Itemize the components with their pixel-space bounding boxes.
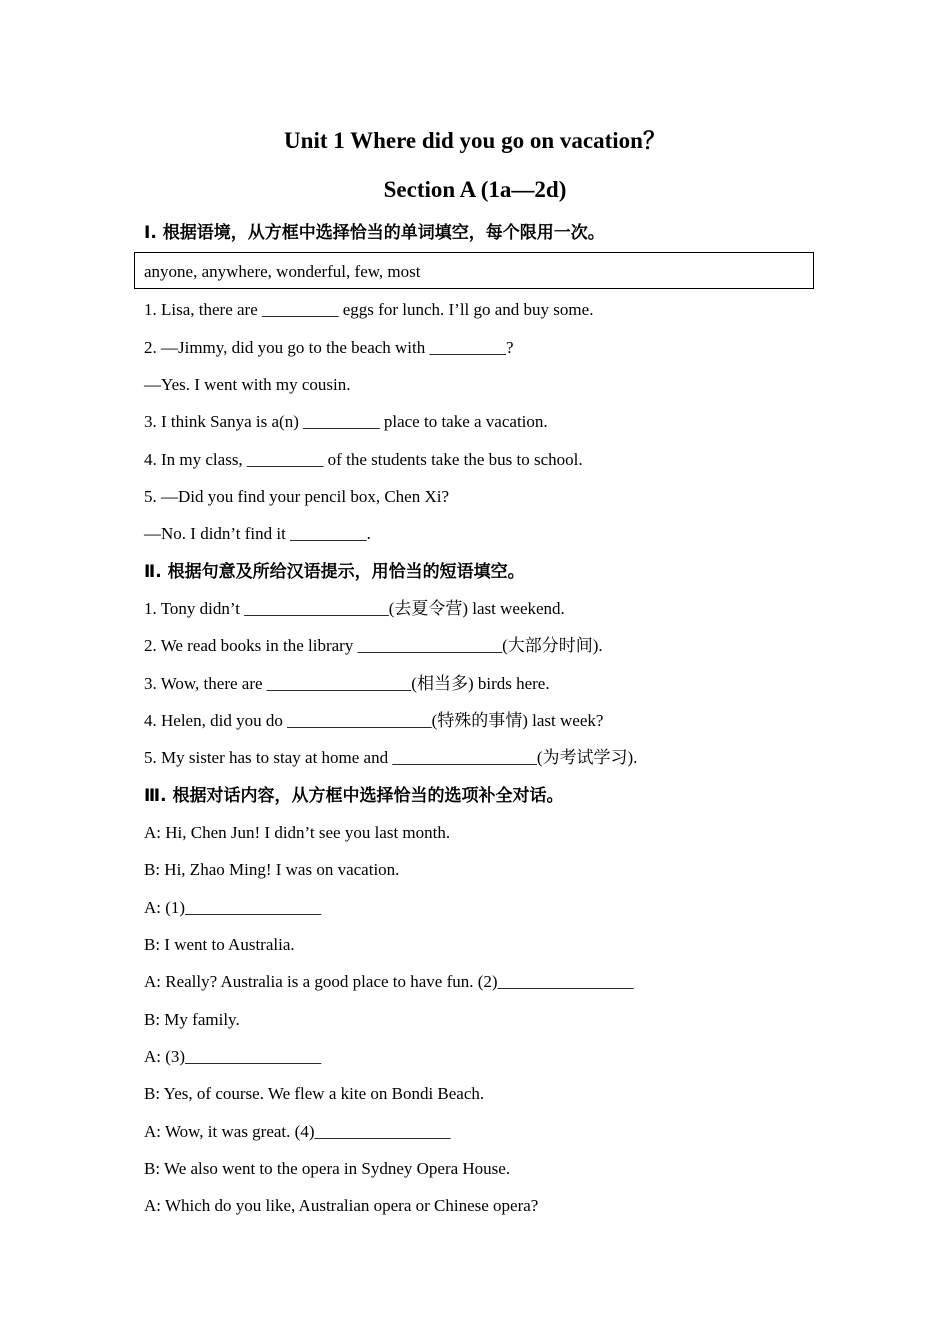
part2-line: 5. My sister has to stay at home and _________________(为考试学习). xyxy=(144,748,638,767)
part2-line: 1. Tony didn’t _________________(去夏令营) last weekend. xyxy=(144,599,565,618)
dialogue-line: A: (1)________________ xyxy=(144,898,322,917)
part1-line: 4. In my class, _________ of the students take the bus to school. xyxy=(144,450,583,469)
part2-line: 4. Helen, did you do _________________(特殊的事情) last week? xyxy=(144,711,604,730)
word-box xyxy=(134,252,814,289)
part1-line: 3. I think Sanya is a(n) _________ place to take a vacation. xyxy=(144,412,548,431)
dialogue-line: A: Which do you like, Australian opera or Chinese opera? xyxy=(144,1196,539,1215)
page-title: Unit 1 Where did you go on vacation？ xyxy=(284,128,666,153)
part1-line: 2. —Jimmy, did you go to the beach with _________? xyxy=(144,338,514,357)
part1-line: —No. I didn’t find it _________. xyxy=(144,524,371,543)
part1-line: —Yes. I went with my cousin. xyxy=(144,375,351,394)
part2-line: 3. Wow, there are _________________(相当多) birds here. xyxy=(144,674,550,693)
part1-line: 5. —Did you find your pencil box, Chen Xi? xyxy=(144,487,450,506)
part1-line: 1. Lisa, there are _________ eggs for lunch. I’ll go and buy some. xyxy=(144,300,594,319)
dialogue-line: B: Hi, Zhao Ming! I was on vacation. xyxy=(144,860,400,879)
part2-heading: Ⅱ. 根据句意及所给汉语提示，用恰当的短语填空。 xyxy=(144,562,525,582)
dialogue-line: A: Really? Australia is a good place to have fun. (2)________________ xyxy=(144,972,634,991)
page-subtitle: Section A (1a—2d) xyxy=(383,177,567,202)
part2-line: 2. We read books in the library _________________(大部分时间). xyxy=(144,636,603,655)
dialogue-line: B: We also went to the opera in Sydney Opera House. xyxy=(144,1159,511,1178)
part3-heading: Ⅲ. 根据对话内容，从方框中选择恰当的选项补全对话。 xyxy=(144,786,564,806)
dialogue-line: A: Wow, it was great. (4)________________ xyxy=(144,1122,451,1141)
part1-heading: Ⅰ. 根据语境，从方框中选择恰当的单词填空，每个限用一次。 xyxy=(144,223,605,243)
dialogue-line: A: Hi, Chen Jun! I didn’t see you last month. xyxy=(144,823,451,842)
dialogue-line: B: Yes, of course. We flew a kite on Bondi Beach. xyxy=(144,1084,485,1103)
dialogue-line: B: My family. xyxy=(144,1010,240,1029)
dialogue-line: B: I went to Australia. xyxy=(144,935,295,954)
dialogue-line: A: (3)________________ xyxy=(144,1047,322,1066)
word-box-text: anyone, anywhere, wonderful, few, most xyxy=(144,262,421,281)
